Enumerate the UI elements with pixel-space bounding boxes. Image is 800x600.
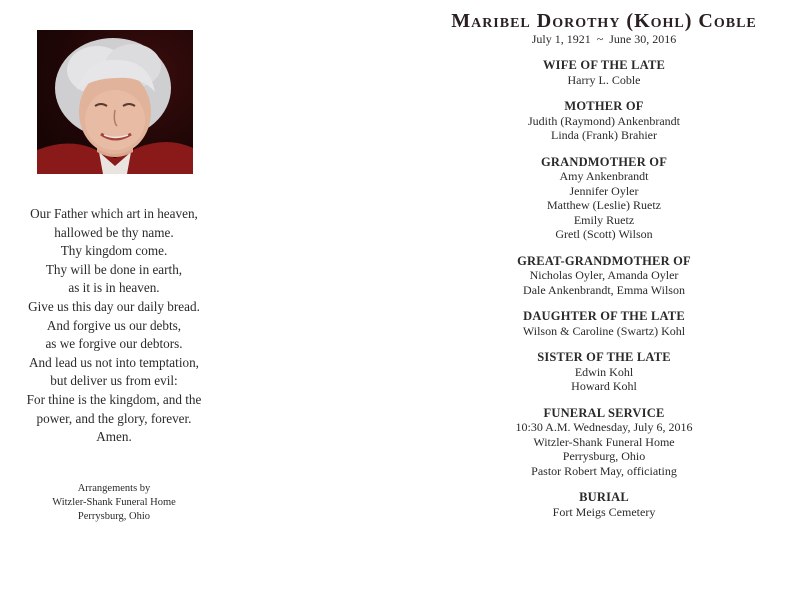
- section-heading: MOTHER OF: [564, 99, 644, 113]
- section-heading: GREAT-GRANDMOTHER OF: [517, 253, 691, 268]
- section-line: Judith (Raymond) Ankenbrandt: [528, 113, 680, 128]
- right-panel: [410, 0, 798, 519]
- portrait-image: [37, 30, 193, 174]
- prayer-line: power, and the glory, forever.: [36, 410, 192, 426]
- section-heading: DAUGHTER OF THE LATE: [523, 309, 685, 323]
- arrangements-line: Perrysburg, Ohio: [77, 511, 151, 522]
- section-line: Witzler-Shank Funeral Home: [533, 434, 675, 449]
- life-dates: July 1, 1921 ~ June 30, 2016: [531, 32, 677, 46]
- section-line: Amy Ankenbrandt: [559, 169, 649, 183]
- section-funeral-service: [410, 406, 798, 479]
- section-line: Matthew (Leslie) Ruetz: [547, 198, 661, 212]
- prayer-line: as it is in heaven.: [68, 280, 160, 296]
- section-sister-of: [410, 350, 798, 394]
- section-line: Edwin Kohl: [574, 364, 634, 379]
- prayer-line: as we forgive our debtors.: [45, 336, 183, 352]
- section-line: Gretl (Scott) Wilson: [555, 227, 653, 241]
- section-great-grandmother-of: [410, 254, 798, 298]
- prayer-line: Amen.: [96, 429, 132, 445]
- prayer-line: And lead us not into temptation,: [29, 354, 199, 370]
- arrangements-line: Arrangements by: [77, 483, 151, 494]
- prayer-line: And forgive us our debts,: [46, 317, 182, 333]
- lords-prayer: [0, 205, 228, 447]
- section-burial: [410, 490, 798, 519]
- section-line: Nicholas Oyler, Amanda Oyler: [529, 268, 679, 282]
- section-line: Emily Ruetz: [573, 212, 635, 227]
- prayer-line: Give us this day our daily bread.: [28, 298, 200, 314]
- section-mother-of: [410, 99, 798, 143]
- section-line: Howard Kohl: [571, 379, 637, 393]
- section-line: Perrysburg, Ohio: [562, 449, 646, 463]
- section-heading: SISTER OF THE LATE: [537, 350, 671, 364]
- deceased-name: Maribel Dorothy (Kohl) Coble: [451, 10, 757, 32]
- section-line: Wilson & Caroline (Swartz) Kohl: [522, 323, 686, 338]
- prayer-line: Thy will be done in earth,: [45, 261, 183, 277]
- section-heading: GRANDMOTHER OF: [540, 154, 668, 169]
- prayer-line: Our Father which art in heaven,: [30, 206, 198, 221]
- prayer-line: hallowed be thy name.: [54, 224, 174, 240]
- arrangements: [0, 482, 228, 524]
- section-daughter-of: [410, 309, 798, 338]
- arrangements-line: Witzler-Shank Funeral Home: [52, 497, 176, 508]
- section-heading: WIFE OF THE LATE: [542, 58, 666, 72]
- section-line: 10:30 A.M. Wednesday, July 6, 2016: [515, 420, 693, 434]
- section-wife-of: [410, 58, 798, 87]
- section-line: Linda (Frank) Brahier: [551, 128, 657, 142]
- section-line: Dale Ankenbrandt, Emma Wilson: [523, 282, 685, 297]
- left-panel: [0, 0, 228, 600]
- prayer-line: For thine is the kingdom, and the: [26, 391, 202, 407]
- section-line: Jennifer Oyler: [569, 183, 639, 198]
- prayer-line: Thy kingdom come.: [60, 243, 168, 259]
- portrait-photo: [37, 30, 193, 174]
- prayer-line: but deliver us from evil:: [50, 373, 178, 389]
- section-line: Pastor Robert May, officiating: [531, 463, 677, 478]
- section-line: Fort Meigs Cemetery: [552, 504, 656, 519]
- section-heading: FUNERAL SERVICE: [543, 405, 665, 420]
- section-heading: BURIAL: [579, 490, 629, 504]
- section-line: Harry L. Coble: [567, 72, 641, 87]
- section-grandmother-of: [410, 155, 798, 242]
